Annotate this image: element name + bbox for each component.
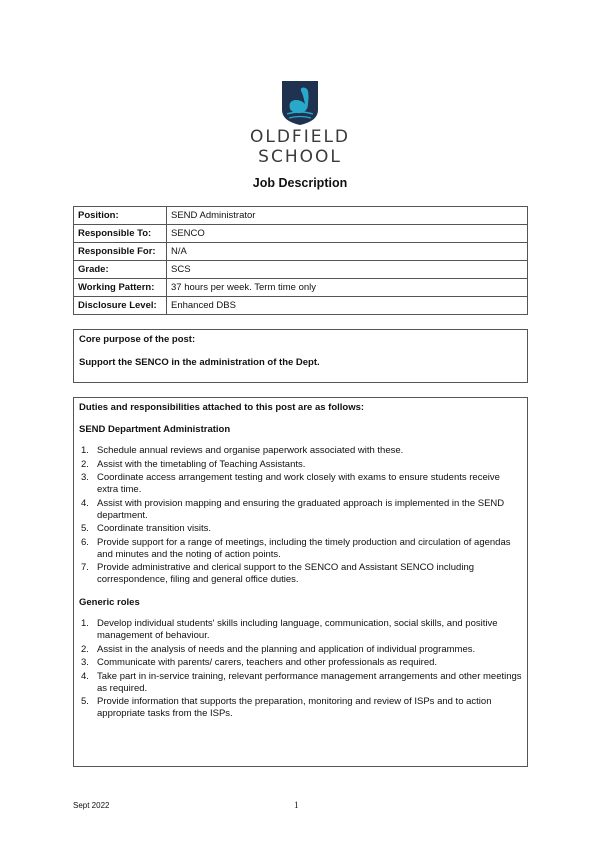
swan-crest-icon: [281, 80, 319, 126]
section-title-generic-roles: Generic roles: [79, 597, 140, 608]
core-purpose-heading: Core purpose of the post:: [79, 334, 196, 345]
table-row: [74, 243, 528, 261]
item-text: Assist with provision mapping and ensuring the graduated approach is implemented in the SEND department.: [97, 497, 505, 521]
row-value: Enhanced DBS: [167, 297, 528, 315]
row-label: Working Pattern:: [74, 279, 167, 297]
item-text: Schedule annual reviews and organise paperwork associated with these.: [97, 445, 404, 456]
item-text: Assist with the timetabling of Teaching Assistants.: [97, 458, 306, 470]
item-text: Assist in the analysis of needs and the planning and application of individual programmes.: [97, 643, 476, 655]
item-number: 7.: [81, 562, 89, 573]
row-label: Responsible To:: [74, 225, 167, 243]
item-number: 4.: [81, 670, 89, 682]
item-text: Provide information that supports the preparation, monitoring and review of ISPs and to action appropriate tasks from the ISPs.: [97, 696, 492, 719]
item-number: 5.: [81, 523, 89, 534]
item-number: 6.: [81, 536, 89, 548]
row-value: SEND Administrator: [167, 207, 528, 225]
list-item: [79, 459, 522, 471]
row-value: SCS: [167, 261, 528, 279]
footer-date: Sept 2022: [73, 801, 110, 810]
row-label: Position:: [74, 207, 167, 225]
item-text: Coordinate transition visits.: [97, 523, 212, 534]
item-text: Coordinate access arrangement testing and work closely with exams to ensure students receive extra time.: [97, 472, 500, 495]
table-row: [74, 207, 528, 225]
table-row: [74, 279, 528, 297]
row-label: Responsible For:: [74, 243, 167, 261]
list-item: [79, 537, 522, 561]
item-number: 2.: [81, 643, 89, 655]
item-text: Communicate with parents/ carers, teachers and other professionals as required.: [97, 657, 438, 668]
list-item: [79, 523, 522, 535]
row-value: 37 hours per week. Term time only: [167, 279, 528, 297]
list-item: [79, 498, 522, 522]
list-item: [79, 562, 522, 586]
table-row: [74, 225, 528, 243]
item-number: 1.: [81, 445, 89, 456]
row-value: N/A: [167, 243, 528, 261]
row-label: Grade:: [74, 261, 167, 279]
row-label: Disclosure Level:: [74, 297, 167, 315]
item-number: 4.: [81, 497, 89, 509]
item-number: 2.: [81, 458, 89, 470]
item-number: 5.: [81, 696, 89, 707]
core-purpose-box: [73, 329, 528, 383]
list-item: [79, 657, 522, 669]
document-title: Job Description: [252, 176, 348, 190]
list-item: [79, 445, 522, 457]
list-item: [79, 618, 522, 642]
item-text: Provide administrative and clerical support to the SENCO and Assistant SENCO including correspondence, filing and general office duties.: [97, 562, 475, 585]
page-number: 1: [294, 800, 299, 810]
item-text: Take part in in-service training, relevant performance management arrangements and other meetings as required.: [97, 670, 522, 694]
duties-heading: Duties and responsibilities attached to this post are as follows:: [79, 402, 365, 413]
list-item: [79, 472, 522, 496]
school-name-line2: SCHOOL: [258, 147, 342, 167]
table-row: [74, 261, 528, 279]
section-title-send-admin: SEND Department Administration: [79, 424, 231, 435]
item-text: Provide support for a range of meetings, including the timely production and circulation of agendas and minutes and the noting of action points.: [97, 536, 511, 560]
list-item: [79, 696, 522, 720]
generic-roles-list: [79, 618, 522, 720]
list-item: [79, 644, 522, 656]
item-number: 3.: [81, 657, 89, 668]
send-admin-list: [79, 445, 522, 586]
item-number: 3.: [81, 472, 89, 483]
item-number: 1.: [81, 618, 89, 629]
school-logo: [0, 80, 600, 166]
list-item: [79, 671, 522, 695]
school-name-line1: OLDFIELD: [249, 127, 351, 147]
duties-box: [73, 397, 528, 767]
core-purpose-text: Support the SENCO in the administration of the Dept.: [79, 357, 320, 368]
row-value: SENCO: [167, 225, 528, 243]
job-info-table: [73, 206, 528, 315]
item-text: Develop individual students' skills including language, communication, social skills, and positive management of behaviour.: [97, 618, 498, 641]
table-row: [74, 297, 528, 315]
